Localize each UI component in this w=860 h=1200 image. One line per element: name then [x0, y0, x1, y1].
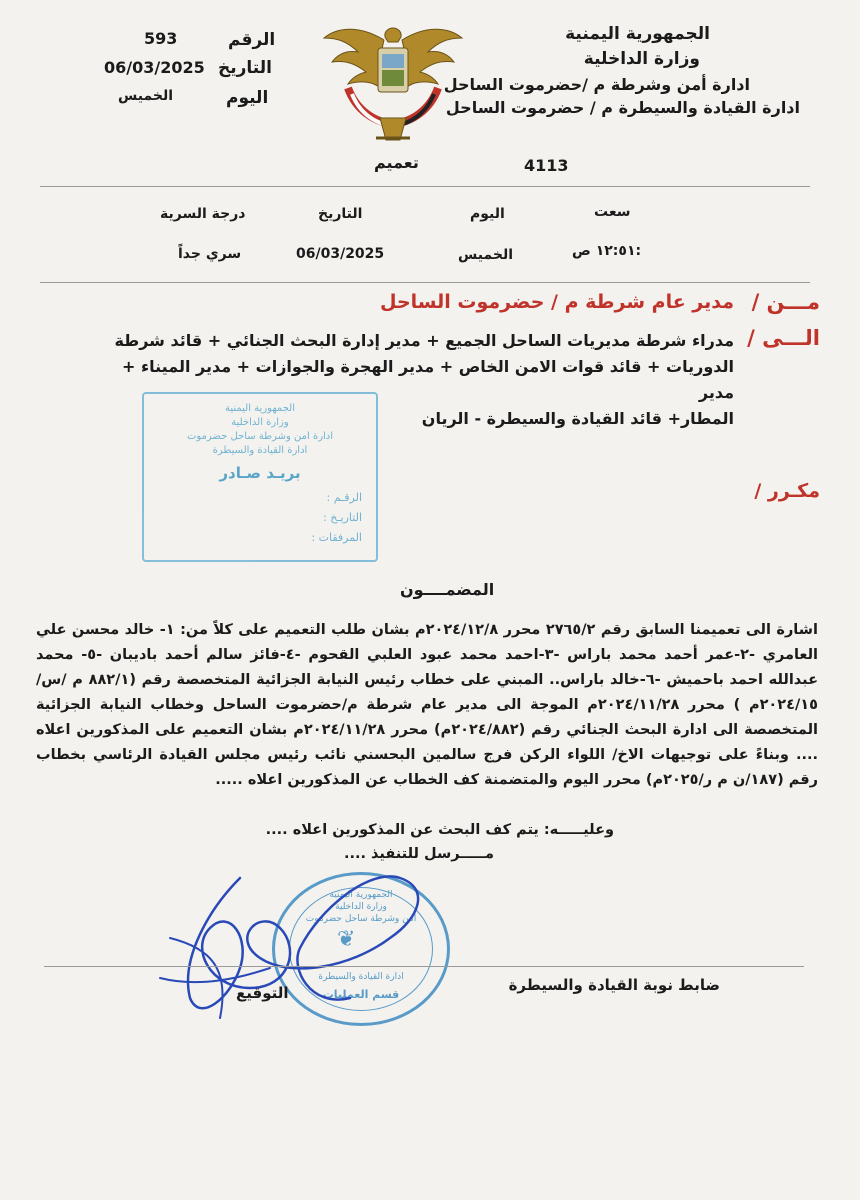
number-label: الرقم [228, 30, 276, 50]
stamp-date-field: التاريـخ : [323, 511, 362, 524]
day-heading: اليوم [470, 206, 505, 222]
info-divider [40, 282, 810, 283]
to-line-1: مدراء شرطة مديريات الساحل الجميع + مدير إدارة البحث الجنائي + قائد شرطة [114, 331, 734, 350]
from-label: مـــن / [751, 290, 820, 314]
body-title: المضمــــون [400, 580, 495, 599]
header-divider [40, 186, 810, 187]
date-heading: التاريخ [318, 206, 363, 222]
footer-divider [44, 966, 804, 967]
date-label: التاريخ [218, 58, 272, 78]
seal-police: امن وشرطة ساحل حضرموت [305, 914, 417, 924]
closing-line-2: مـــــرسل للتنفيذ .... [343, 846, 494, 862]
stamp-attachments-field: المرفقات : [311, 531, 362, 544]
stamp-number-field: الرقـم : [326, 491, 362, 504]
closing-line-1: وعليـــــه: يتم كف البحث عن المذكورين اعلاه .... [265, 822, 614, 838]
yemen-emblem-icon [318, 18, 468, 146]
from-value: مدير عام شرطة م / حضرموت الساحل [380, 291, 734, 313]
outgoing-mail-stamp [142, 392, 378, 562]
to-line-2: الدوريات + قائد قوات الامن الخاص + مدير الهجرة والجوازات + مدير الميناء + مدير [121, 357, 734, 402]
header-authority [443, 22, 800, 120]
secrecy-heading: درجة السرية [160, 206, 246, 222]
secrecy-value: سري جداً [178, 246, 242, 262]
signature-label: التوقيع [236, 984, 289, 1002]
seal-command: ادارة القيادة والسيطرة [318, 972, 404, 982]
duty-officer-label: ضابط نوبة القيادة والسيطرة [508, 976, 720, 994]
date-value: 06/03/2025 [104, 58, 205, 77]
info-day-value: الخميس [458, 247, 514, 263]
stamp-command: ادارة القيادة والسيطرة [212, 445, 308, 456]
time-value: :١٢:٥١ ص [572, 243, 642, 259]
signature-icon [150, 848, 450, 1028]
document-type: تعميم [374, 153, 419, 172]
republic-name: الجمهورية اليمنية [565, 24, 710, 44]
department-line-2: ادارة القيادة والسيطرة م / حضرموت الساحل [445, 98, 800, 117]
day-label: اليوم [226, 88, 269, 108]
stamp-title: بريـد صـادر [219, 464, 301, 482]
seal-republic: الجمهورية اليمنية [329, 890, 393, 900]
cc-label: مكـرر / [754, 480, 820, 502]
stamp-republic: الجمهورية اليمنية [224, 403, 295, 414]
to-label: الـــى / [747, 326, 820, 350]
department-line-1: ادارة أمن وشرطة م /حضرموت الساحل [443, 75, 750, 94]
seal-eagle-icon: ❦ [337, 927, 356, 952]
stamp-ministry: وزارة الداخلية [231, 417, 289, 428]
body-text: اشارة الى تعميمنا السابق رقم ٢٧٦٥/٢ محرر ٢٠٢٤/١٢/٨م بشان طلب التعميم على كلاً من: ١- خالد محسن علي العامري -٢-عمر أحمد محمد باراس -٣-احمد محمد عبود العلبي القحوم -٤-فائز سالم أحمد باديبان -٥- محمد عبدالله احمد باحميش -٦-خالد باراس.. المبني على خطاب رئيس النيابة الجزائية المتخصصة رقم (٨٨٢/١ م /س/٢٠٢٤/١٥م ) محرر ٢٠٢٤/١١/٢٨م الموجة الى مدير عام شرطة م/حضرموت الساحل وخطاب النيابة الجزائية المتخصصة الى ادارة البحث الجنائي رقم (٢٠٢٤/٨٨٢م) محرر ٢٠٢٤/١١/٢٨م بشان التعميم على المذكورين اعلاه .... وبناءً على توجيهات الاخ/ اللواء الركن فرج سالمين البحسني نائب رئيس مجلس القيادة الرئاسي بخطاب رقم (١٨٧/ن م ر/٢٠٢٥م) محرر اليوم والمتضمنة كف الخطاب عن المذكورين اعلاه ..... [36, 622, 819, 788]
time-heading: سعت [594, 204, 631, 220]
day-value: الخميس [118, 88, 174, 104]
to-line-3: المطار+ قائد القيادة والسيطرة - الريان [421, 409, 734, 428]
number-value: 593 [144, 29, 178, 48]
seal-operations: قسم العمليات [322, 988, 400, 1001]
reference-code: 4113 [524, 156, 569, 175]
ministry-name: وزارة الداخلية [583, 49, 700, 69]
info-date-value: 06/03/2025 [296, 246, 385, 262]
seal-ministry: وزارة الداخلية [335, 902, 387, 912]
stamp-department: ادارة امن وشرطة ساحل حضرموت [186, 431, 334, 442]
